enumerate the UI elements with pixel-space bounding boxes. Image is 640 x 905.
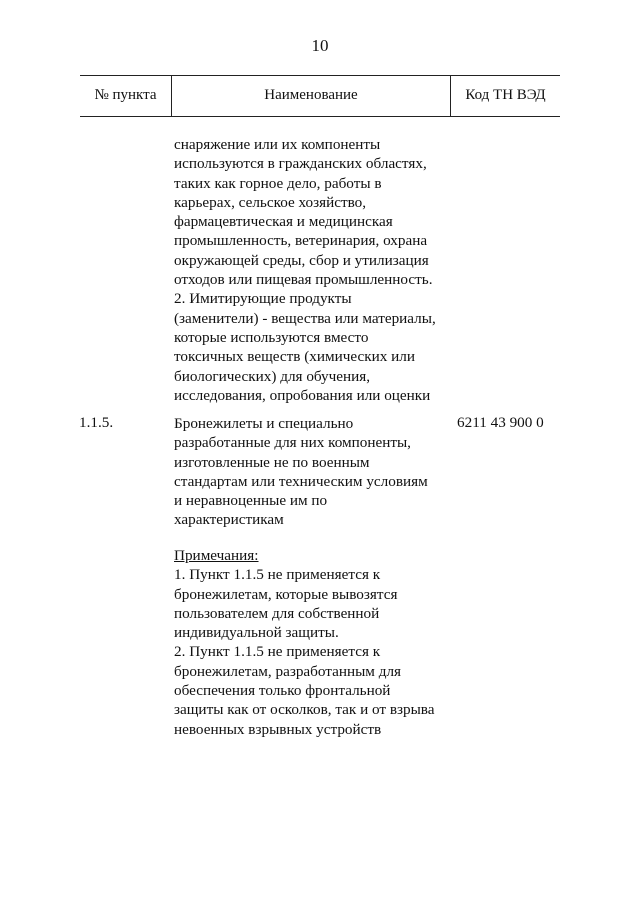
text-line: таких как горное дело, работы в (174, 174, 382, 192)
text-line: разработанные для них компоненты, (174, 434, 411, 452)
text-line: стандартам или техническим условиям (174, 472, 428, 490)
notes-heading: Примечания: (174, 547, 259, 564)
table-header (80, 75, 560, 117)
text-line: обеспечения только фронтальной (174, 682, 391, 700)
header-top-rule (80, 75, 560, 76)
text-line: пользователем для собственной (174, 604, 380, 622)
page-number: 10 (311, 36, 329, 55)
text-line: токсичных веществ (химических или (174, 348, 415, 366)
header-bottom-rule (80, 116, 560, 117)
text-line: окружающей среды, сбор и утилизация (174, 251, 429, 269)
text-line: бронежилетам, разработанным для (174, 662, 402, 680)
item-code: 6211 43 900 0 (457, 414, 544, 431)
text-line: и неравноценные им по (174, 492, 328, 510)
text-line: 2. Имитирующие продукты (174, 290, 352, 308)
text-line: невоенных взрывных устройств (174, 720, 382, 738)
text-line: 2. Пункт 1.1.5 не применяется к (174, 643, 381, 661)
text-line: 1. Пункт 1.1.5 не применяется к (174, 566, 381, 584)
text-line: Бронежилеты и специально (174, 415, 354, 432)
text-line: промышленность, ветеринария, охрана (174, 232, 428, 250)
text-line: снаряжение или их компоненты (174, 136, 381, 153)
text-line: бронежилетам, которые вывозятся (174, 585, 398, 603)
text-line: индивидуальной защиты. (174, 624, 339, 642)
header-col-code: Код ТН ВЭД (465, 87, 546, 103)
text-line: используются в гражданских областях, (174, 155, 427, 173)
header-col-number: № пункта (94, 87, 157, 103)
text-line: характеристикам (174, 511, 284, 529)
text-line: карьерах, сельское хозяйство, (174, 193, 367, 211)
text-line: (заменители) - вещества или материалы, (174, 309, 436, 327)
text-line: биологических) для обучения, (174, 367, 371, 385)
item-number: 1.1.5. (79, 414, 114, 431)
text-line: исследования, опробования или оценки (174, 386, 431, 404)
text-line: изготовленные не по военным (174, 453, 370, 471)
header-col-name: Наименование (264, 87, 358, 103)
text-line: защиты как от осколков, так и от взрыва (174, 701, 435, 719)
text-line: отходов или пищевая промышленность. (174, 271, 433, 289)
continuation-text (174, 135, 436, 405)
text-line: которые используются вместо (174, 328, 369, 346)
text-line: фармацевтическая и медицинская (174, 213, 393, 231)
item-notes (174, 546, 435, 739)
item-name (174, 414, 428, 530)
